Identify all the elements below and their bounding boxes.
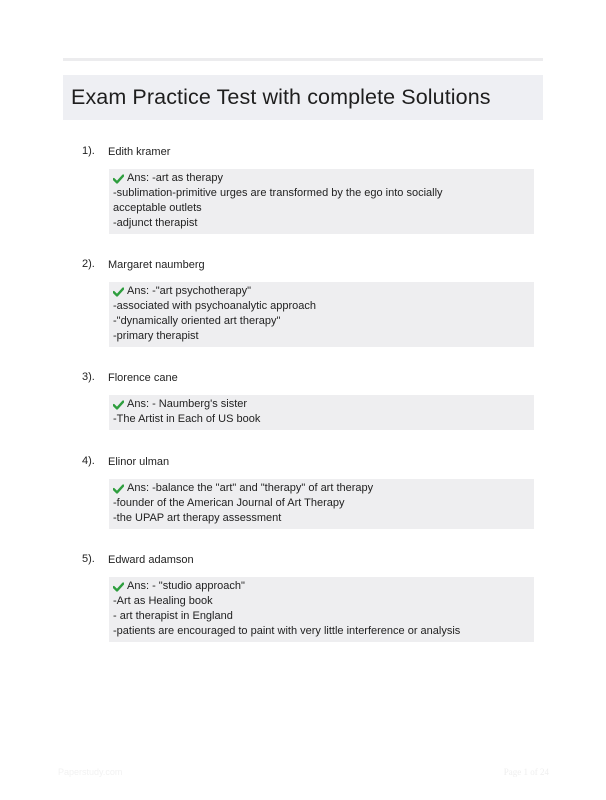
answer-line: -the UPAP art therapy assessment bbox=[113, 512, 282, 524]
question-number: 5). bbox=[82, 553, 95, 565]
answer-line: -patients are encouraged to paint with very little interference or analysis bbox=[113, 625, 461, 637]
page-number: Page 1 of 24 bbox=[503, 767, 549, 777]
answer-first-line bbox=[113, 284, 530, 299]
question-number: 4). bbox=[82, 455, 95, 467]
answer-box bbox=[109, 395, 534, 430]
answer-line: -associated with psychoanalytic approach bbox=[113, 300, 317, 312]
answer-line: Ans: -"art psychotherapy" bbox=[127, 285, 251, 297]
answer-first-line bbox=[113, 481, 530, 496]
answer-box bbox=[109, 479, 534, 529]
answer-line: acceptable outlets bbox=[113, 202, 202, 214]
answer-first-line bbox=[113, 579, 530, 594]
question-number: 3). bbox=[82, 371, 95, 383]
answer-line: -sublimation-primitive urges are transformed by the ego into socially bbox=[113, 187, 443, 199]
answer-line: Ans: -art as therapy bbox=[127, 172, 223, 184]
answer-line: Ans: - Naumberg's sister bbox=[127, 398, 248, 410]
answer-first-line bbox=[113, 171, 530, 186]
answer-line: - art therapist in England bbox=[113, 610, 233, 622]
check-icon bbox=[113, 400, 124, 410]
top-divider bbox=[63, 58, 543, 61]
question-number: 2). bbox=[82, 258, 95, 270]
question-prompt: Edith kramer bbox=[108, 146, 171, 158]
answer-line: -adjunct therapist bbox=[113, 217, 198, 229]
question-prompt: Edward adamson bbox=[108, 554, 194, 566]
question-prompt: Florence cane bbox=[108, 372, 178, 384]
answer-line: Ans: - "studio approach" bbox=[127, 580, 245, 592]
answer-line: -founder of the American Journal of Art Therapy bbox=[113, 497, 345, 509]
answer-line: Ans: -balance the "art" and "therapy" of art therapy bbox=[127, 482, 374, 494]
answer-line: -The Artist in Each of US book bbox=[113, 413, 261, 425]
title-banner bbox=[63, 75, 543, 120]
check-icon bbox=[113, 484, 124, 494]
answer-box bbox=[109, 169, 534, 234]
answer-box bbox=[109, 282, 534, 347]
footer-watermark: Paperstudy.com bbox=[58, 767, 123, 777]
question-prompt: Margaret naumberg bbox=[108, 259, 205, 271]
check-icon bbox=[113, 582, 124, 592]
page-title: Exam Practice Test with complete Solutions bbox=[71, 85, 491, 109]
check-icon bbox=[113, 174, 124, 184]
answer-box bbox=[109, 577, 534, 642]
answer-line: -primary therapist bbox=[113, 330, 199, 342]
answer-first-line bbox=[113, 397, 530, 412]
check-icon bbox=[113, 287, 124, 297]
answer-line: -"dynamically oriented art therapy" bbox=[113, 315, 281, 327]
question-number: 1). bbox=[82, 145, 95, 157]
question-prompt: Elinor ulman bbox=[108, 456, 170, 468]
answer-line: -Art as Healing book bbox=[113, 595, 213, 607]
